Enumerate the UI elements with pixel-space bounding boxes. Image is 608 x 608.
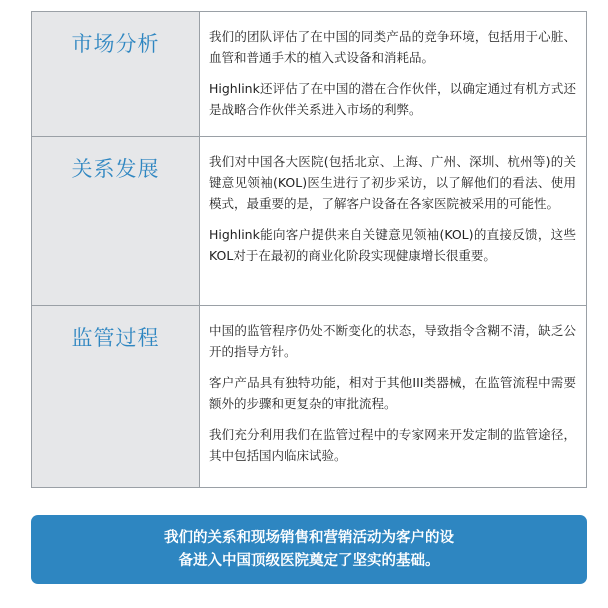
- row-heading-cell: [32, 306, 200, 488]
- info-table: [31, 11, 587, 488]
- paragraph: Highlink能向客户提供来自关键意见领袖(KOL)的直接反馈，这些KOL对于在最初的商业化阶段实现健康增长很重要。: [209, 227, 576, 263]
- paragraph: 我们对中国各大医院(包括北京、上海、广州、深圳、杭州等)的关键意见领袖(KOL)医生进行了初步采访，以了解他们的看法、使用模式，最重要的是，了解客户设备在各家医院被采用的可能性。: [209, 154, 576, 211]
- row-heading: 关系发展: [71, 157, 160, 181]
- row-body-cell: [200, 137, 587, 306]
- summary-banner: [31, 515, 587, 584]
- banner-line-1: 我们的关系和现场销售和营销活动为客户的设: [164, 529, 454, 546]
- paragraph: Highlink还评估了在中国的潜在合作伙伴，以确定通过有机方式还是战略合作伙伴关系进入市场的利弊。: [209, 81, 576, 117]
- paragraph: 中国的监管程序仍处不断变化的状态，导致指令含糊不清，缺乏公开的指导方针。: [209, 323, 576, 359]
- row-heading-cell: [32, 12, 200, 137]
- paragraph: 我们充分利用我们在监管过程中的专家网来开发定制的监管途径，其中包括国内临床试验。: [209, 427, 576, 463]
- table-row-market-analysis: [32, 12, 587, 137]
- paragraph: 我们的团队评估了在中国的同类产品的竞争环境，包括用于心脏、血管和普通手术的植入式设备和消耗品。: [209, 29, 576, 65]
- table-row-regulatory-process: [32, 306, 587, 488]
- row-body-cell: [200, 12, 587, 137]
- row-body-cell: [200, 306, 587, 488]
- banner-line-2: 备进入中国顶级医院奠定了坚实的基础。: [178, 552, 440, 569]
- row-heading-cell: [32, 137, 200, 306]
- row-heading: 监管过程: [71, 326, 160, 350]
- paragraph: 客户产品具有独特功能，相对于其他III类器械，在监管流程中需要额外的步骤和更复杂的审批流程。: [209, 375, 576, 411]
- row-heading: 市场分析: [71, 32, 160, 56]
- table-row-relationship-development: [32, 137, 587, 306]
